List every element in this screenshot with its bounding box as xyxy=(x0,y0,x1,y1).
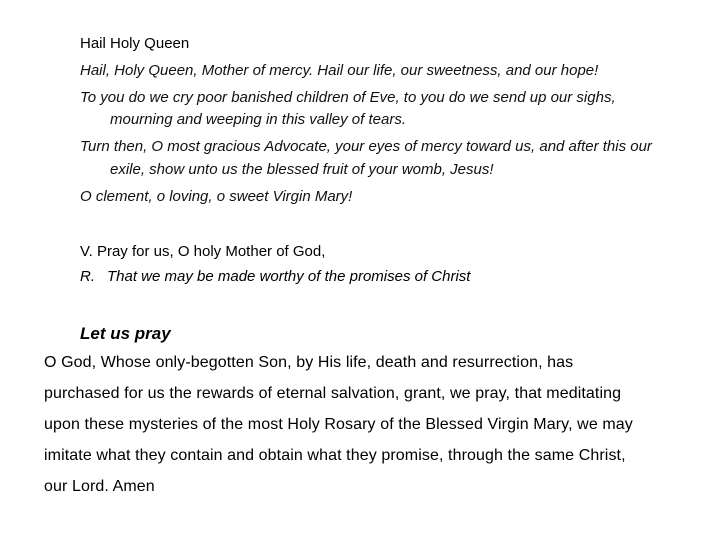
closing-prayer-line: purchased for us the rewards of eternal salvation, grant, we pray, that meditating xyxy=(44,385,622,402)
response-label: R. xyxy=(80,268,95,285)
prayer-line: To you do we cry poor banished children of Eve, to you do we send up our sighs, xyxy=(80,89,616,106)
response xyxy=(80,268,470,285)
prayer-line: exile, show unto us the blessed fruit of your womb, Jesus! xyxy=(110,161,494,178)
page-title: Hail Holy Queen xyxy=(80,35,190,52)
closing-prayer-line: imitate what they contain and obtain what they promise, through the same Christ, xyxy=(44,447,626,464)
versicle: V. Pray for us, O holy Mother of God, xyxy=(80,243,326,260)
let-us-pray-heading: Let us pray xyxy=(80,324,171,343)
prayer-line: Turn then, O most gracious Advocate, your eyes of mercy toward us, and after this our xyxy=(80,138,652,155)
closing-prayer-line: O God, Whose only-begotten Son, by His life, death and resurrection, has xyxy=(44,354,574,371)
closing-prayer-line: our Lord. Amen xyxy=(44,478,155,495)
prayer-line: O clement, o loving, o sweet Virgin Mary! xyxy=(80,188,353,205)
response-text: That we may be made worthy of the promises of Christ xyxy=(107,268,471,285)
prayer-line: mourning and weeping in this valley of tears. xyxy=(110,111,407,128)
closing-prayer-line: upon these mysteries of the most Holy Rosary of the Blessed Virgin Mary, we may xyxy=(44,416,633,433)
prayer-line: Hail, Holy Queen, Mother of mercy. Hail our life, our sweetness, and our hope! xyxy=(80,62,599,79)
